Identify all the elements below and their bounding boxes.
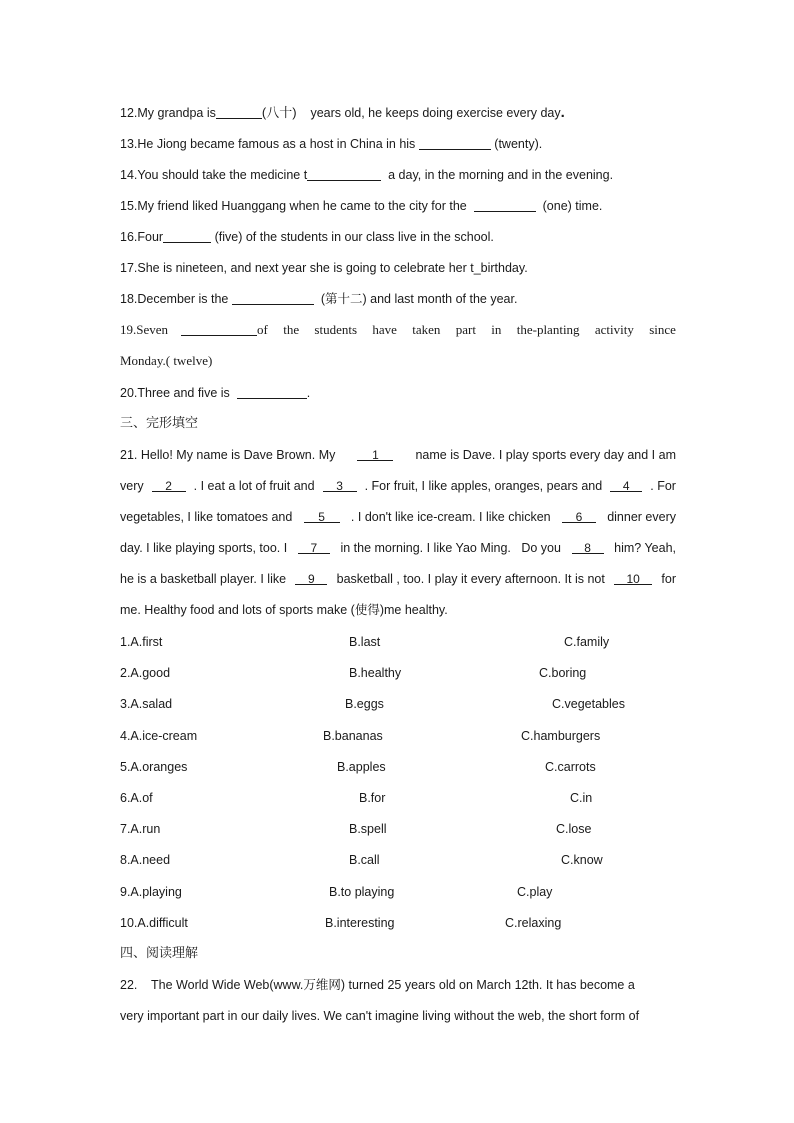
q14-text-b: a day, in the morning and in the evening. xyxy=(388,168,614,182)
option-8-b[interactable]: B.call xyxy=(349,853,380,868)
option-6-c[interactable]: C.in xyxy=(570,791,593,805)
cloze-blank-1[interactable]: 1 xyxy=(357,446,393,461)
q13-text-b: (twenty). xyxy=(494,137,543,151)
question-17 xyxy=(120,259,528,277)
option-6-a[interactable]: 6.A.of xyxy=(120,791,153,805)
cloze-blank-2[interactable]: 2 xyxy=(152,477,186,492)
cloze-blank-10[interactable]: 10 xyxy=(614,570,652,585)
question-14 xyxy=(120,166,613,184)
q19-word: the xyxy=(283,322,300,337)
option-2-a[interactable]: 2.A.good xyxy=(120,666,171,681)
q13-text-a: 13.He Jiong became famous as a host in China in his xyxy=(120,137,416,151)
passage-21-line-2 xyxy=(120,477,676,495)
cloze-blank-6[interactable]: 6 xyxy=(562,508,596,523)
p21-text: . For fruit, I like apples, oranges, pears and xyxy=(364,479,603,493)
section-4-title: 四、阅读理解 xyxy=(120,946,199,961)
option-4-c[interactable]: C.hamburgers xyxy=(521,728,601,743)
q19-word: since xyxy=(649,322,676,337)
p21-text: dinner every xyxy=(607,510,676,524)
cloze-blank-5[interactable]: 5 xyxy=(304,508,340,523)
passage-21-line-4 xyxy=(120,539,676,557)
q12-text-c: years old, he keeps doing exercise every day xyxy=(310,106,561,120)
q16-text-b: (five) of the students in our class live in the school. xyxy=(214,230,494,244)
option-7-b[interactable]: B.spell xyxy=(349,822,387,837)
question-15 xyxy=(120,197,602,215)
q14-text-a: 14.You should take the medicine t xyxy=(120,168,308,182)
p21-text: in the morning. I like Yao Ming. Do you xyxy=(340,541,561,555)
option-3-a[interactable]: 3.A.salad xyxy=(120,697,173,712)
passage-21-line-6 xyxy=(120,601,448,619)
q20-period: . xyxy=(306,386,311,400)
option-4-a[interactable]: 4.A.ice-cream xyxy=(120,728,198,743)
option-9-b[interactable]: B.to playing xyxy=(329,884,395,899)
p21-text: he is a basketball player. I like xyxy=(120,572,287,586)
p21-text: basketball , too. I play it every afternoon. It is not xyxy=(336,572,605,586)
q15-blank[interactable] xyxy=(474,197,536,212)
q15-text-b: (one) time. xyxy=(542,199,603,213)
q16-text-a: 16.Four xyxy=(120,230,164,244)
q19-text-line2: Monday.( twelve) xyxy=(120,353,213,368)
passage-22-line-2 xyxy=(120,1007,676,1025)
cloze-blank-8[interactable]: 8 xyxy=(572,539,604,554)
passage-21-line-5 xyxy=(120,570,676,588)
q14-blank[interactable] xyxy=(307,166,381,181)
option-7-c[interactable]: C.lose xyxy=(556,822,592,837)
q19-word: the-planting xyxy=(516,322,580,337)
q19-word: part xyxy=(455,322,476,337)
question-18 xyxy=(120,290,517,308)
question-12 xyxy=(120,104,565,122)
option-5-c[interactable]: C.carrots xyxy=(545,759,596,774)
option-7-a[interactable]: 7.A.run xyxy=(120,822,161,837)
question-19 xyxy=(120,321,676,339)
option-9-c[interactable]: C.play xyxy=(517,884,553,899)
option-9-a[interactable]: 9.A.playing xyxy=(120,884,182,899)
q18-text-b: (第十二) and last month of the year. xyxy=(320,292,518,306)
q18-blank[interactable] xyxy=(232,290,314,305)
p21-text: . I eat a lot of fruit and xyxy=(193,479,315,493)
q19-word: 19.Seven xyxy=(120,322,169,337)
option-5-a[interactable]: 5.A.oranges xyxy=(120,759,188,774)
option-10-a[interactable]: 10.A.difficult xyxy=(120,915,188,930)
p21-text: vegetables, I like tomatoes and xyxy=(120,510,293,524)
q12-period: . xyxy=(560,104,565,121)
q17-text: 17.She is nineteen, and next year she is going to celebrate her t_birthday. xyxy=(120,261,528,275)
q19-word: taken xyxy=(412,322,441,337)
option-2-c[interactable]: C.boring xyxy=(539,666,587,681)
option-2-b[interactable]: B.healthy xyxy=(349,666,402,681)
question-20 xyxy=(120,384,310,402)
option-3-b[interactable]: B.eggs xyxy=(345,697,384,712)
question-19-line2 xyxy=(120,352,212,370)
p21-text: very xyxy=(120,479,144,493)
p21-text: . I don't like ice-cream. I like chicken xyxy=(350,510,551,524)
option-1-b[interactable]: B.last xyxy=(349,635,381,649)
p21-text: . For xyxy=(650,479,676,493)
option-4-b[interactable]: B.bananas xyxy=(323,728,383,743)
q19-word: students xyxy=(314,322,358,337)
p21-text: me. Healthy food and lots of sports make (使得)me healthy. xyxy=(120,603,448,617)
q12-text-a: 12.My grandpa is xyxy=(120,106,216,120)
option-8-a[interactable]: 8.A.need xyxy=(120,853,171,868)
q15-text-a: 15.My friend liked Huanggang when he came to the city for the xyxy=(120,199,467,213)
p21-text: 21. Hello! My name is Dave Brown. My xyxy=(120,448,336,462)
passage-22-line-1 xyxy=(120,976,676,994)
cloze-blank-7[interactable]: 7 xyxy=(298,539,330,554)
q19-word: have xyxy=(372,322,397,337)
option-3-c[interactable]: C.vegetables xyxy=(552,697,625,712)
p22-text: very important part in our daily lives. We can't imagine living without the web, the short form of xyxy=(120,1009,640,1023)
section-3-title: 三、完形填空 xyxy=(120,416,199,431)
q19-word: activity xyxy=(594,322,634,337)
q16-blank[interactable] xyxy=(163,228,211,243)
option-1-a[interactable]: 1.A.first xyxy=(120,635,163,649)
passage-21-line-3 xyxy=(120,508,676,526)
cloze-blank-3[interactable]: 3 xyxy=(323,477,357,492)
option-10-c[interactable]: C.relaxing xyxy=(505,915,562,930)
q20-text-a: 20.Three and five is xyxy=(120,386,230,400)
q19-blank[interactable] xyxy=(181,321,257,336)
passage-21-line-1 xyxy=(120,446,676,464)
q19-word: of xyxy=(257,322,268,337)
p22-text: 22. The World Wide Web(www.万维网) turned 25 years old on March 12th. It has become a xyxy=(120,978,635,992)
option-8-c[interactable]: C.know xyxy=(561,853,603,868)
question-16 xyxy=(120,228,494,246)
cloze-blank-9[interactable]: 9 xyxy=(295,570,327,585)
q18-text-a: 18.December is the xyxy=(120,292,229,306)
option-1-c[interactable]: C.family xyxy=(564,635,610,649)
q12-blank[interactable] xyxy=(216,104,262,119)
option-5-b[interactable]: B.apples xyxy=(337,759,386,774)
p21-text: name is Dave. I play sports every day and I am xyxy=(415,448,676,462)
p21-text: day. I like playing sports, too. I xyxy=(120,541,288,555)
cloze-blank-4[interactable]: 4 xyxy=(610,477,642,492)
question-13 xyxy=(120,135,542,153)
option-6-b[interactable]: B.for xyxy=(359,791,386,805)
p21-text: for xyxy=(661,572,676,586)
q19-word: in xyxy=(491,322,502,337)
q20-blank[interactable] xyxy=(237,384,307,399)
option-10-b[interactable]: B.interesting xyxy=(325,915,395,930)
q13-blank[interactable] xyxy=(419,135,491,150)
q12-hint: (八十) xyxy=(261,105,297,120)
p21-text: him? Yeah, xyxy=(614,541,676,555)
